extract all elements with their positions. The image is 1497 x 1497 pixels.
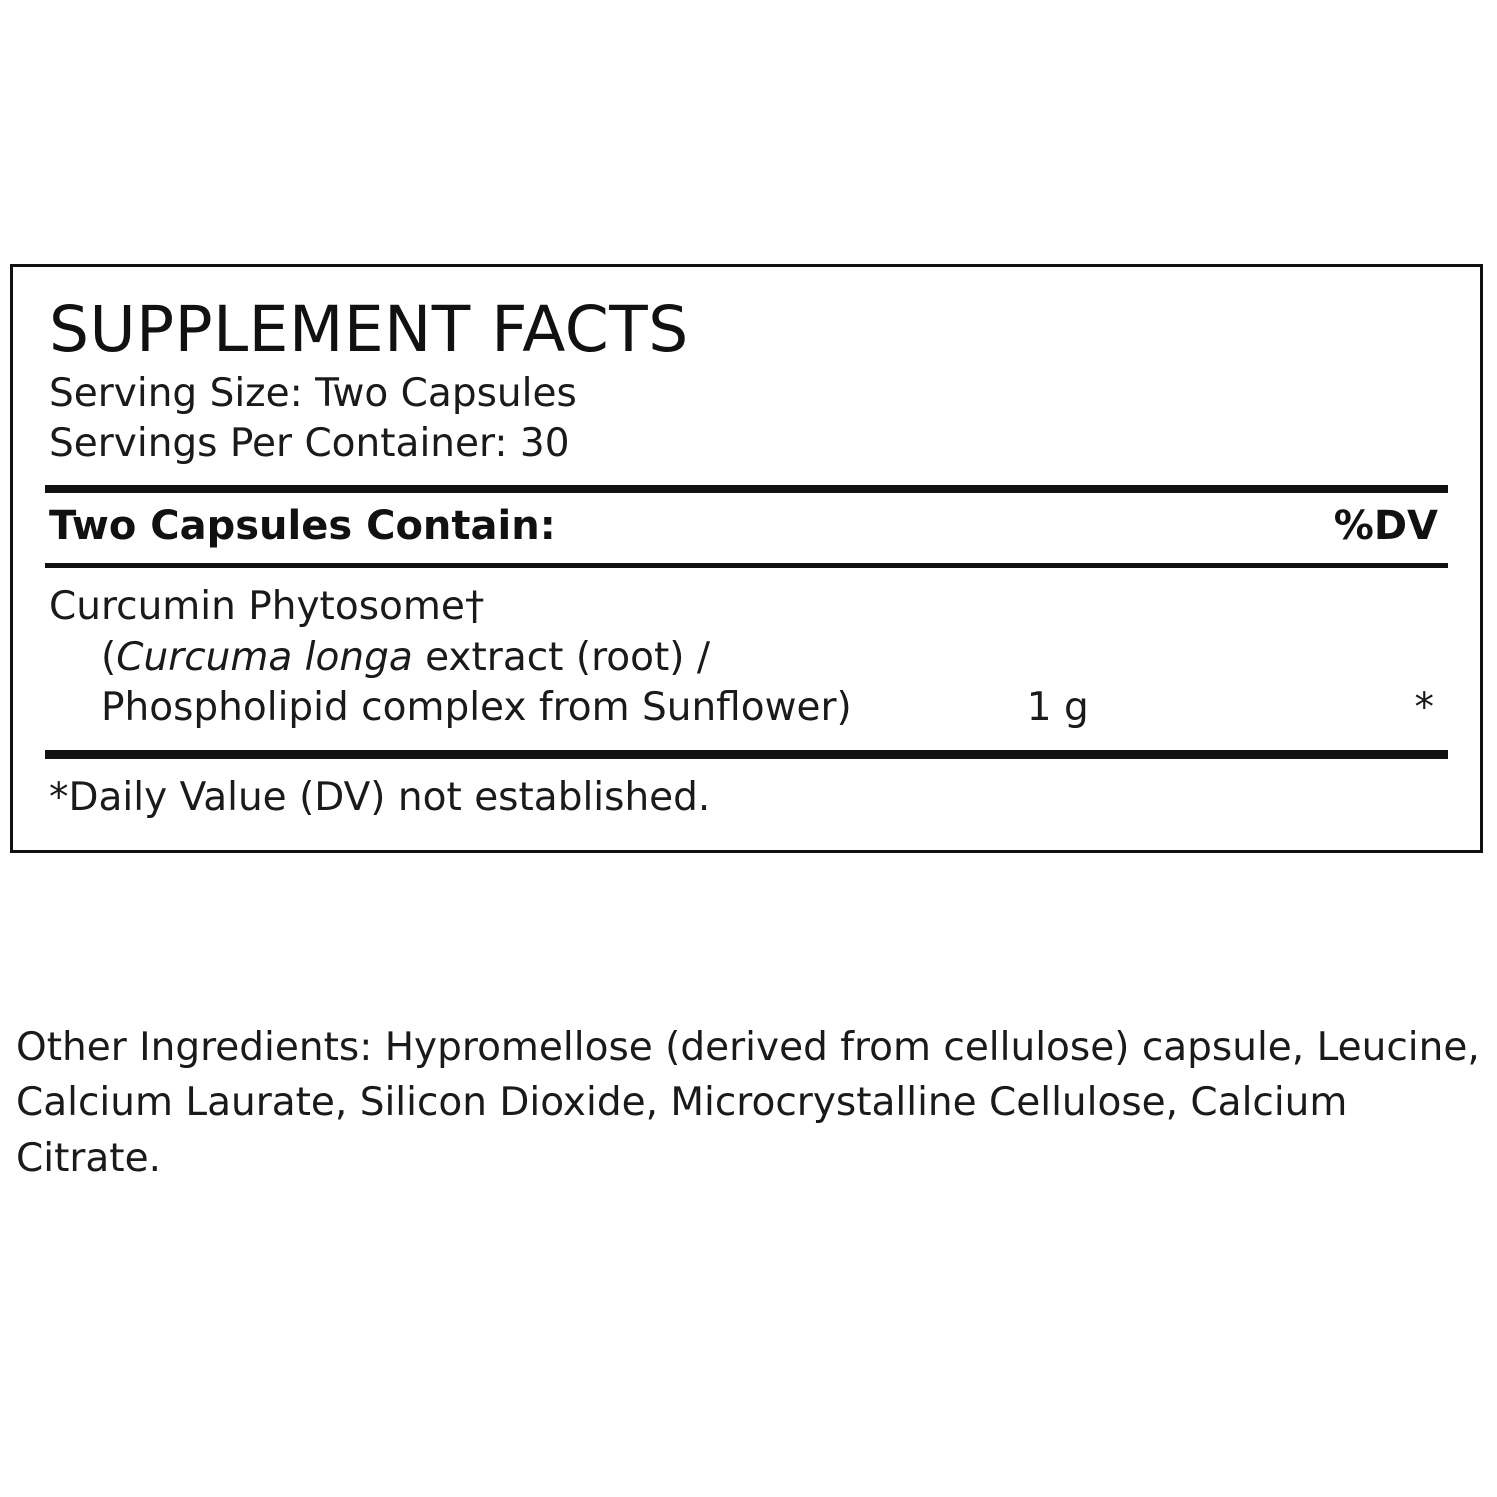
table-header-row (45, 493, 1448, 557)
subline-suffix: extract (root) / (412, 634, 711, 680)
ingredient-subline-1 (101, 633, 1444, 684)
daily-value-footnote: *Daily Value (DV) not established. (49, 775, 711, 821)
ingredient-dv: * (1414, 685, 1434, 731)
supplement-facts-panel (10, 264, 1483, 853)
table-header-left: Two Capsules Contain: (49, 502, 556, 549)
serving-size-line: Serving Size: Two Capsules (49, 371, 577, 417)
subline-prefix: ( (101, 634, 117, 680)
ingredient-amount: 1 g (1026, 685, 1089, 731)
table-header-dv: %DV (1333, 502, 1438, 549)
ingredient-subline-2: Phospholipid complex from Sunflower) (101, 685, 852, 731)
page-title: SUPPLEMENT FACTS (49, 293, 689, 366)
ingredient-name: Curcumin Phytosome† (49, 583, 485, 629)
table-row (45, 568, 1448, 740)
divider-bottom (45, 750, 1448, 759)
ingredient-amount-row (49, 683, 1444, 734)
divider-thick-top (45, 485, 1448, 493)
botanical-name: Curcuma longa (116, 634, 413, 680)
other-ingredients-text: Other Ingredients: Hypromellose (derived from cellulose) capsule, Leucine, Calcium Laurate, Silicon Dioxide, Microcrystalline Cellulose, Calcium Citrate. (16, 1025, 1480, 1181)
servings-per-container-line: Servings Per Container: 30 (49, 421, 570, 467)
